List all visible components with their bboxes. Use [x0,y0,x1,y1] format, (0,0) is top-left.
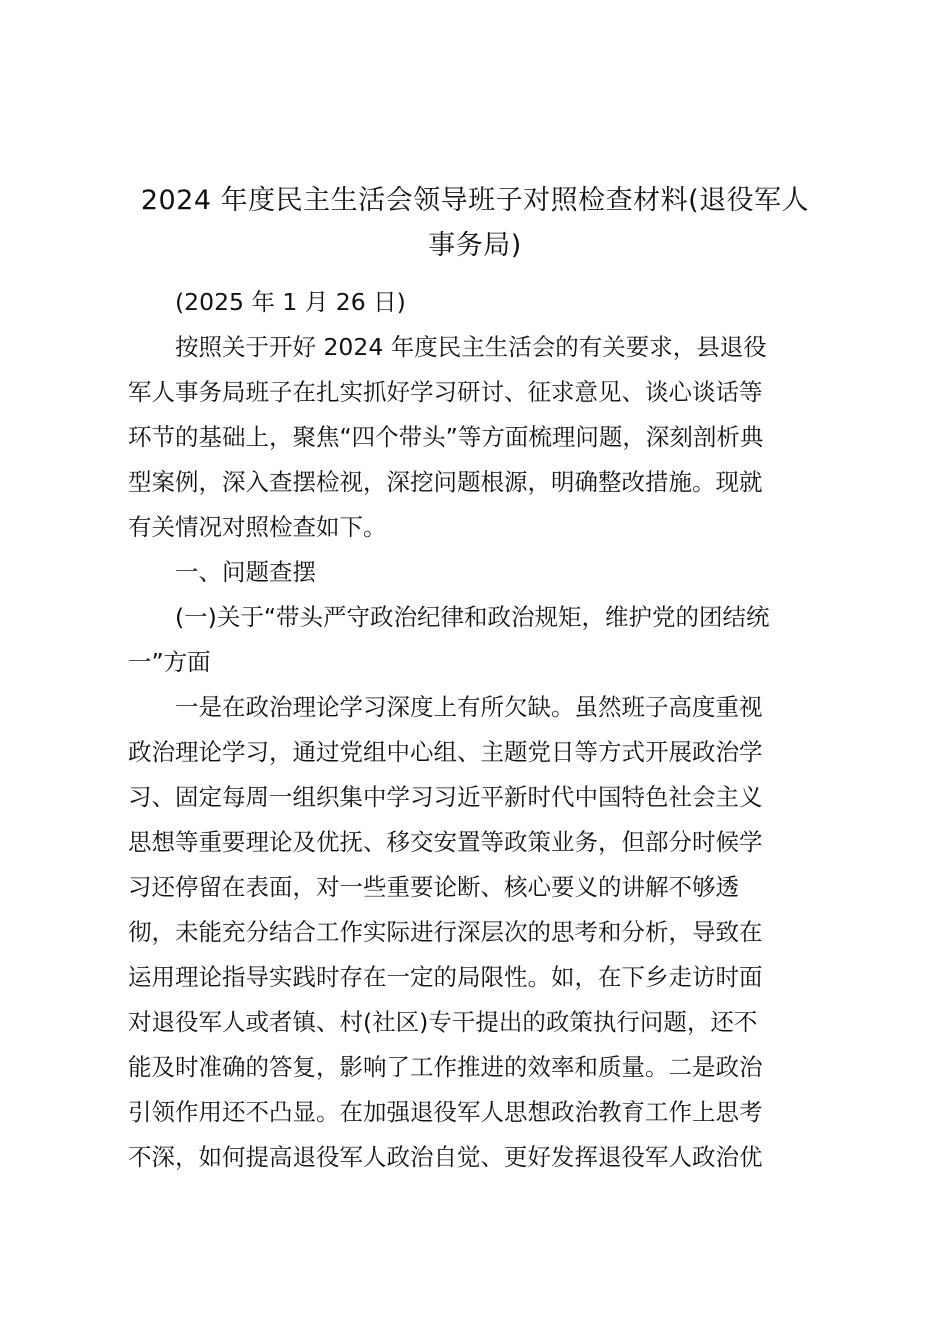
subsection-heading [128,595,822,685]
paragraph-line: 一是在政治理论学习深度上有所欠缺。虽然班子高度重视 [175,693,763,721]
paragraph-line: 不深，如何提高退役军人政治自觉、更好发挥退役军人政治优 [128,1143,763,1171]
section-heading [128,550,822,595]
title-line: 2024 年度民主生活会领导班子对照检查材料(退役军人 [140,185,810,216]
paragraph-line: 军人事务局班子在扎实抓好学习研讨、征求意见、谈心谈话等 [128,378,763,406]
meeting-date [128,280,822,325]
document-body [128,178,822,1180]
section-heading-text: 一、问题查摆 [175,558,316,586]
date-text: (2025 年 1 月 26 日) [175,288,406,316]
paragraph-line: 政治理论学习，通过党组中心组、主题党日等方式开展政治学 [128,738,763,766]
paragraph-line: 彻，未能充分结合工作实际进行深层次的思考和分析，导致在 [128,918,763,946]
title-line: 事务局) [428,230,522,261]
paragraph-line: 有关情况对照检查如下。 [128,513,387,541]
paragraph-line: 引领作用还不凸显。在加强退役军人思想政治教育工作上思考 [128,1098,763,1126]
paragraph-line: 能及时准确的答复，影响了工作推进的效率和质量。二是政治 [128,1053,763,1081]
paragraph-line: 习还停留在表面，对一些重要论断、核心要义的讲解不够透 [128,873,739,901]
subsection-line: (一)关于“带头严守政治纪律和政治规矩，维护党的团结统 [175,603,770,631]
paragraph-line: 运用理论指导实践时存在一定的局限性。如，在下乡走访时面 [128,963,763,991]
paragraph-line: 环节的基础上，聚焦“四个带头”等方面梳理问题，深刻剖析典 [128,423,764,451]
paragraph-line: 型案例，深入查摆检视，深挖问题根源，明确整改措施。现就 [128,468,763,496]
paragraph-line: 对退役军人或者镇、村(社区)专干提出的政策执行问题，还不 [128,1008,758,1036]
paragraph-line: 习、固定每周一组织集中学习习近平新时代中国特色社会主义 [128,783,763,811]
intro-paragraph [128,325,822,550]
body-paragraph [128,685,822,1180]
document-title [128,178,822,268]
paragraph-line: 按照关于开好 2024 年度民主生活会的有关要求，县退役 [175,333,767,361]
paragraph-line: 思想等重要理论及优抚、移交安置等政策业务，但部分时候学 [128,828,763,856]
subsection-line: 一”方面 [128,648,211,676]
